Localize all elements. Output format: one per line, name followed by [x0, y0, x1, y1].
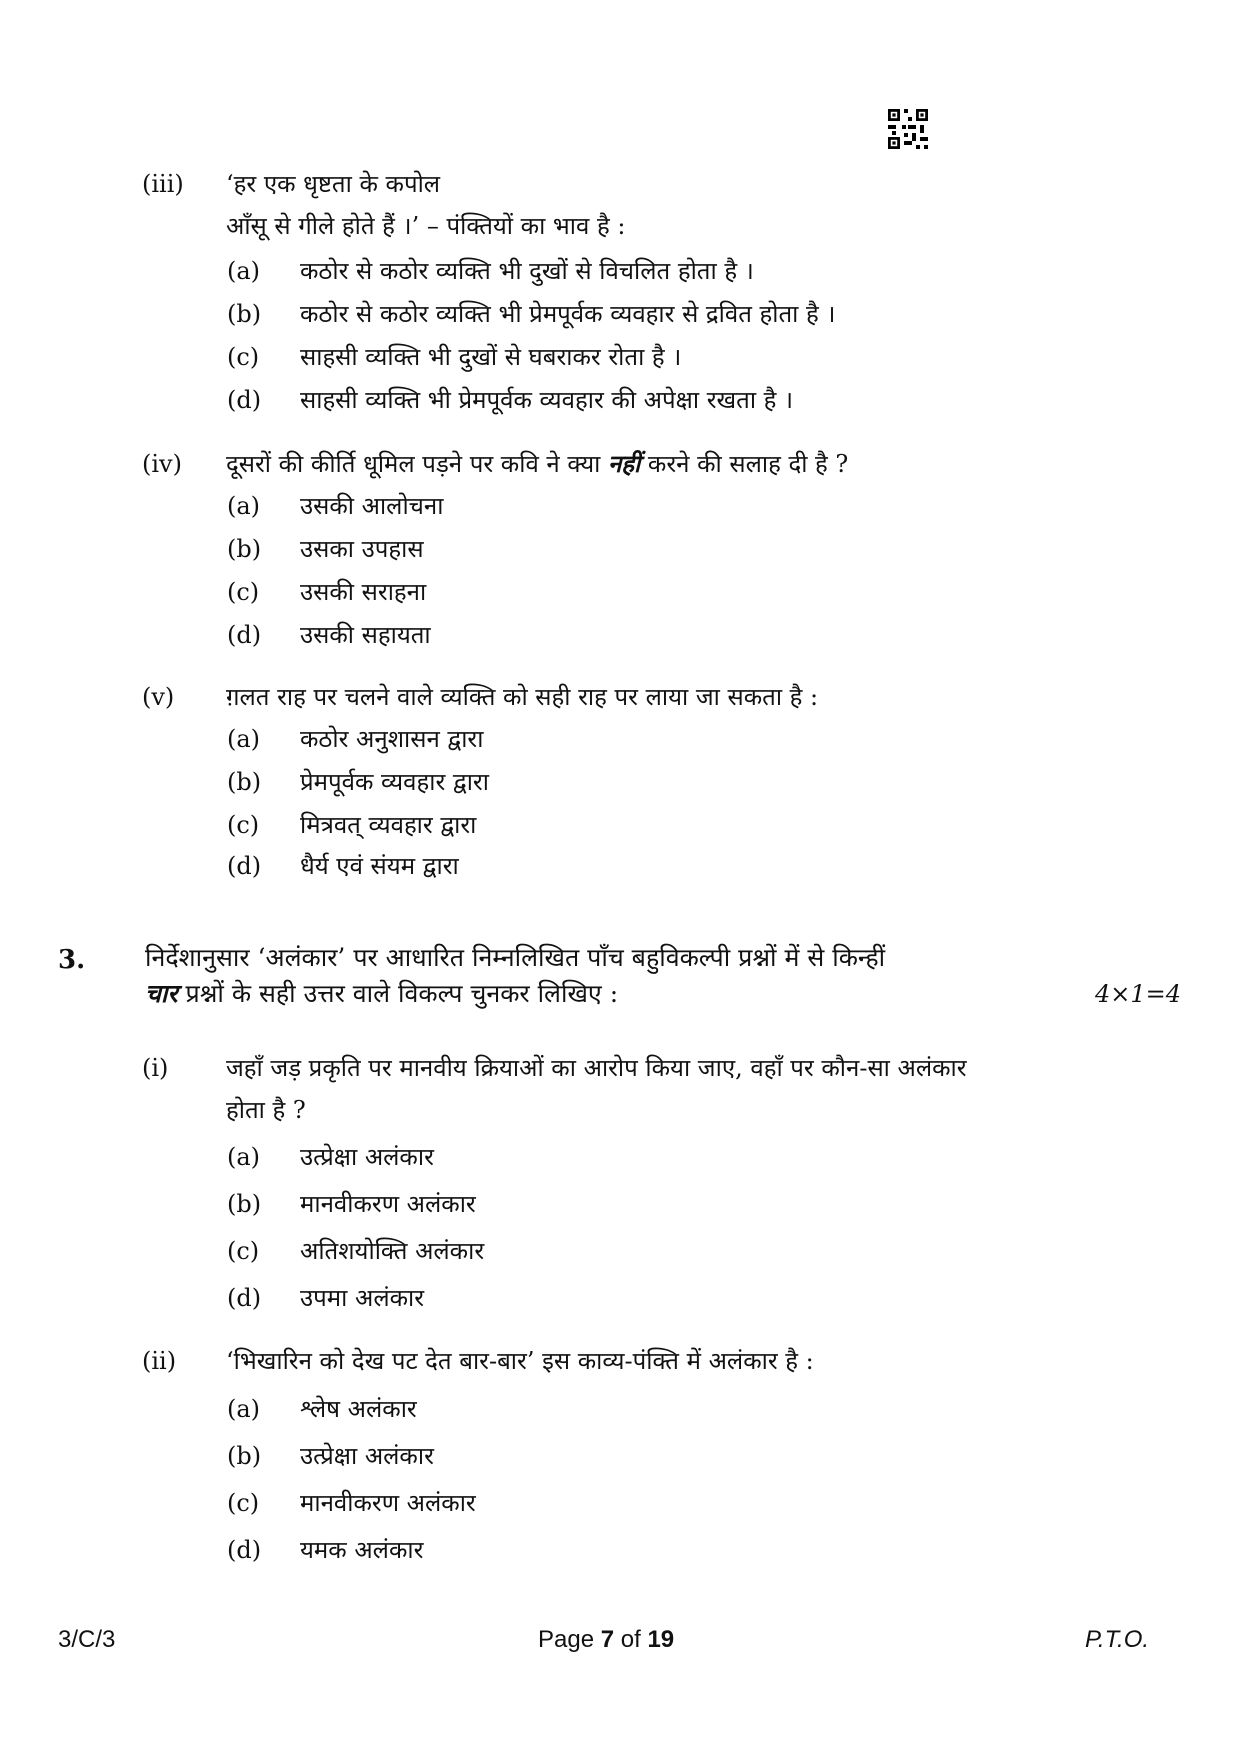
- option-text: उसकी सराहना: [300, 578, 427, 606]
- question-3-stem: [145, 940, 1120, 1012]
- option-letter: (a): [227, 257, 261, 285]
- option-letter: (c): [227, 1489, 260, 1517]
- option-letter: (c): [227, 343, 260, 371]
- option-text: धैर्य एवं संयम द्वारा: [300, 852, 459, 880]
- question-label: (iii): [142, 170, 184, 198]
- option-letter: (a): [227, 1395, 261, 1423]
- page-of: of: [614, 1626, 648, 1653]
- option-letter: (d): [227, 1284, 262, 1312]
- option-letter: (c): [227, 578, 260, 606]
- option-text: मित्रवत् व्यवहार द्वारा: [300, 811, 477, 839]
- stem-text: दूसरों की कीर्ति धूमिल पड़ने पर कवि ने क्या: [226, 450, 608, 478]
- paper-code: 3/C/3: [58, 1626, 116, 1653]
- page-total: 19: [647, 1626, 675, 1653]
- stem-text: प्रश्नों के सही उत्तर वाले विकल्प चुनकर लिखिए :: [177, 979, 619, 1008]
- option-letter: (b): [227, 300, 262, 328]
- option-text: मानवीकरण अलंकार: [300, 1190, 476, 1218]
- option-text: साहसी व्यक्ति भी प्रेमपूर्वक व्यवहार की अपेक्षा रखता है ।: [300, 386, 794, 414]
- option-letter: (d): [227, 1536, 262, 1564]
- option-letter: (b): [227, 768, 262, 796]
- question-label: (iv): [142, 450, 182, 478]
- option-letter: (a): [227, 725, 261, 753]
- option-letter: (c): [227, 1237, 260, 1265]
- question-number: 3.: [58, 945, 86, 975]
- option-letter: (a): [227, 1143, 261, 1171]
- question-stem-line: जहाँ जड़ प्रकृति पर मानवीय क्रियाओं का आरोप किया जाए, वहाँ पर कौन-सा अलंकार: [226, 1054, 967, 1082]
- stem-emphasis: नहीं: [607, 449, 641, 478]
- marks-allocation: 4×1=4: [1095, 980, 1182, 1008]
- option-text: उसकी आलोचना: [300, 492, 444, 520]
- option-text: साहसी व्यक्ति भी दुखों से घबराकर रोता है ।: [300, 343, 682, 371]
- question-stem-line: ग़लत राह पर चलने वाले व्यक्ति को सही राह पर लाया जा सकता है :: [226, 683, 819, 711]
- question-stem-line: होता है ?: [226, 1096, 306, 1124]
- option-letter: (d): [227, 852, 262, 880]
- option-text: कठोर अनुशासन द्वारा: [300, 725, 484, 753]
- stem-emphasis: चार: [145, 979, 178, 1008]
- option-text: कठोर से कठोर व्यक्ति भी प्रेमपूर्वक व्यवहार से द्रवित होता है ।: [300, 300, 836, 328]
- option-letter: (d): [227, 621, 262, 649]
- option-letter: (a): [227, 492, 261, 520]
- page-number: [538, 1625, 674, 1655]
- pto-label: P.T.O.: [1085, 1626, 1150, 1653]
- option-text: उसकी सहायता: [300, 621, 431, 649]
- question-label: (v): [142, 683, 175, 711]
- option-letter: (b): [227, 1442, 262, 1470]
- option-letter: (b): [227, 1190, 262, 1218]
- option-text: उत्प्रेक्षा अलंकार: [300, 1143, 434, 1171]
- question-stem-line: आँसू से गीले होते हैं ।’ – पंक्तियों का भाव है :: [226, 212, 626, 240]
- question-label: (ii): [142, 1347, 177, 1375]
- option-text: मानवीकरण अलंकार: [300, 1489, 476, 1517]
- option-text: कठोर से कठोर व्यक्ति भी दुखों से विचलित होता है ।: [300, 257, 754, 285]
- option-letter: (c): [227, 811, 260, 839]
- qr-code: [888, 109, 928, 149]
- question-stem-line: ‘भिखारिन को देख पट देत बार-बार’ इस काव्य-पंक्ति में अलंकार है :: [226, 1347, 814, 1375]
- page-prefix: Page: [538, 1626, 601, 1653]
- option-text: अतिशयोक्ति अलंकार: [300, 1237, 485, 1265]
- option-text: प्रेमपूर्वक व्यवहार द्वारा: [300, 768, 489, 796]
- option-text: श्लेष अलंकार: [300, 1395, 417, 1423]
- option-letter: (d): [227, 386, 262, 414]
- question-label: (i): [142, 1054, 169, 1082]
- stem-text: निर्देशानुसार ‘अलंकार’ पर आधारित निम्नलिखित पाँच बहुविकल्पी प्रश्नों में से किन्हीं: [145, 943, 886, 972]
- stem-text: करने की सलाह दी है ?: [640, 450, 849, 478]
- option-letter: (b): [227, 535, 262, 563]
- option-text: उत्प्रेक्षा अलंकार: [300, 1442, 434, 1470]
- question-stem-line: ‘हर एक धृष्टता के कपोल: [226, 170, 441, 198]
- page-current: 7: [600, 1626, 615, 1653]
- question-stem-line: [226, 449, 848, 479]
- option-text: उपमा अलंकार: [300, 1284, 425, 1312]
- option-text: यमक अलंकार: [300, 1536, 424, 1564]
- option-text: उसका उपहास: [300, 535, 424, 563]
